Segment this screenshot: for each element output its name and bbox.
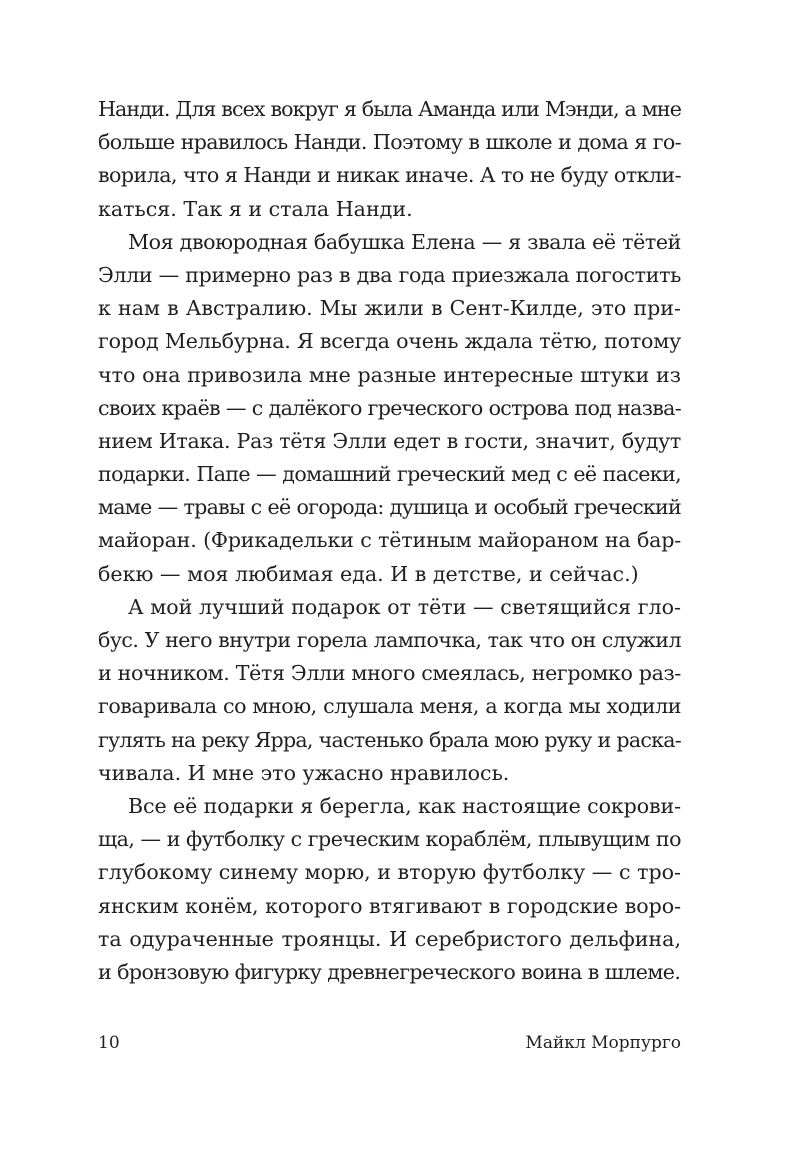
text-line: чивала. И мне это ужасно нравилось.: [98, 760, 510, 785]
text-line: Элли — примерно раз в два года приезжала погостить: [98, 262, 681, 287]
text-line: маме — травы с её огорода: душица и особый греческий: [98, 495, 681, 520]
text-line: говаривала со мною, слушала меня, а когда мы ходили: [98, 694, 681, 719]
page-number: 10: [98, 1033, 120, 1053]
text-line: бус. У него внутри горела лампочка, так что он служил: [98, 628, 681, 652]
text-line: больше нравилось Нанди. Поэтому в школе и дома я го-: [98, 130, 681, 155]
text-line: своих краёв — с далёкого греческого острова под назва-: [98, 395, 681, 420]
text-line: Все её подарки я берегла, как настоящие сокрови-: [128, 793, 681, 818]
text-line: Моя двоюродная бабушка Елена — я звала её тётей: [128, 229, 681, 254]
text-line: гулять на реку Ярра, частенько брала мою руку и раска-: [98, 727, 681, 752]
text-line: что она привозила мне разные интересные штуки из: [98, 362, 681, 387]
text-line: та одураченные троянцы. И серебристого дельфина,: [98, 926, 681, 951]
body-text: [98, 93, 681, 989]
text-line: ща, — и футболку с греческим кораблём, плывущим по: [98, 827, 681, 852]
running-footer-author: Майкл Морпурго: [525, 1033, 681, 1053]
text-line: к нам в Австралию. Мы жили в Сент-Килде, это при-: [98, 296, 681, 321]
text-line: глубокому синему морю, и вторую футболку — с тро-: [98, 860, 681, 885]
text-line: подарки. Папе — домашний греческий мед с её пасеки,: [98, 462, 681, 487]
text-line: город Мельбурна. Я всегда очень ждала тётю, потому: [98, 329, 681, 354]
text-line: бекю — моя любимая еда. И в детстве, и сейчас.): [98, 561, 639, 586]
text-line: и бронзовую фигурку древнегреческого воина в шлеме.: [98, 959, 681, 984]
text-line: Нанди. Для всех вокруг я была Аманда или Мэнди, а мне: [98, 97, 681, 121]
text-line: майоран. (Фрикадельки с тётиным майораном на бар-: [98, 528, 681, 553]
text-line: янским конём, которого втягивают в городские воро-: [98, 893, 681, 918]
text-line: каться. Так я и стала Нанди.: [98, 196, 413, 221]
text-line: и ночником. Тётя Элли много смеялась, негромко раз-: [98, 661, 681, 686]
text-line: А мой лучший подарок от тёти — светящийся гло-: [128, 594, 681, 619]
text-line: нием Итака. Раз тётя Элли едет в гости, значит, будут: [98, 428, 681, 453]
text-line: ворила, что я Нанди и никак иначе. А то не буду откли-: [98, 163, 681, 188]
